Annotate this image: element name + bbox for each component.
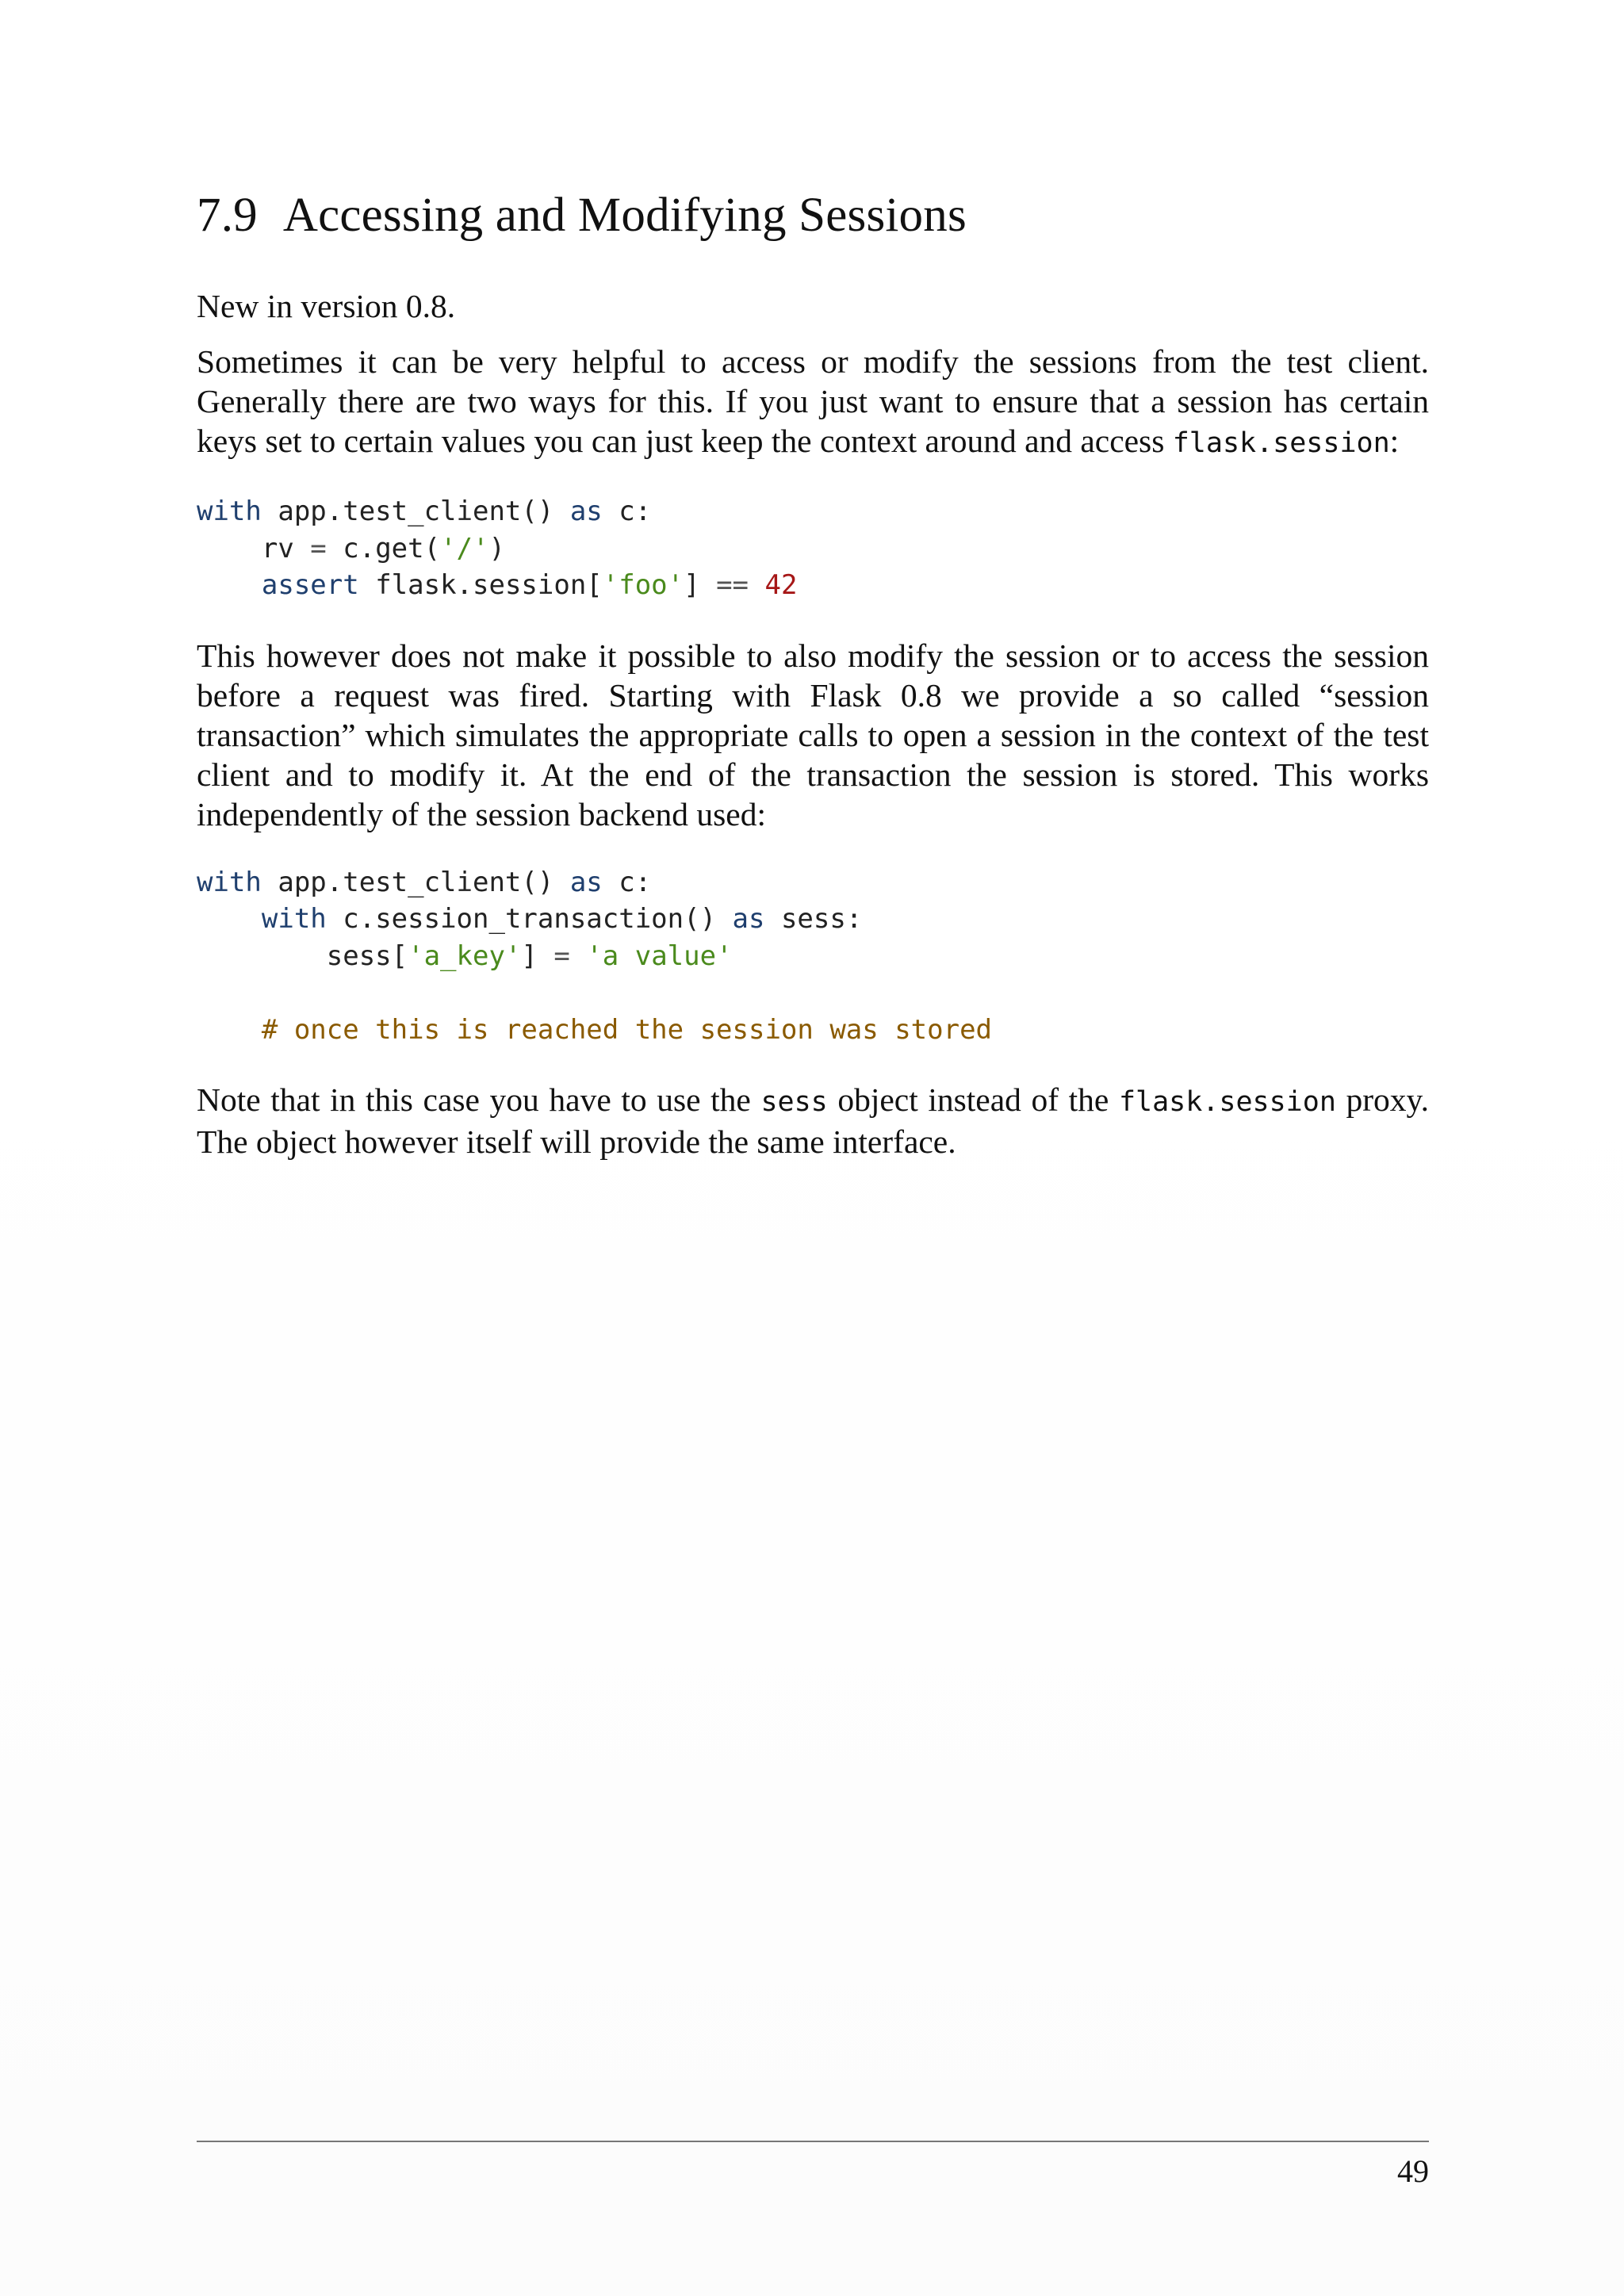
code-keyword: with <box>197 496 262 528</box>
code-text: flask.session[ <box>358 569 603 602</box>
code-text: c: <box>602 866 652 898</box>
code-string: '/' <box>440 532 489 564</box>
section-heading <box>197 189 1429 242</box>
code-string: 'a_key' <box>408 939 522 972</box>
code-space <box>570 940 586 972</box>
paragraph-note-text: object instead of the <box>827 1081 1119 1119</box>
code-operator: = <box>553 939 570 972</box>
section-number: 7.9 <box>197 189 258 242</box>
code-operator: = <box>310 532 327 564</box>
code-indent <box>197 569 262 601</box>
version-note: New in version 0.8. <box>197 288 456 325</box>
code-keyword: as <box>569 866 603 898</box>
paragraph-intro <box>197 342 1429 463</box>
code-number: 42 <box>764 569 798 602</box>
code-text: sess[ <box>197 939 408 972</box>
paragraph-note-text: Note that in this case you have to use the <box>197 1081 761 1119</box>
code-indent <box>197 1014 262 1046</box>
paragraph-note <box>197 1080 1429 1161</box>
paragraph-intro-tail: : <box>1389 423 1400 460</box>
code-text: sess: <box>764 903 863 936</box>
code-comment: # once this is reached the session was stored <box>261 1013 993 1046</box>
page-number: 49 <box>1397 2153 1429 2189</box>
code-text: ] <box>684 569 717 602</box>
code-space <box>749 569 764 601</box>
paragraph-note-text: proxy. The object however itself will provide the same interface. <box>197 1081 1429 1161</box>
code-text: app.test_client() <box>261 496 570 528</box>
paragraph-intro-text: Sometimes it can be very helpful to access or modify the sessions from the test client. Generally there are two ways for this. If you just want to ensure that a session has certain keys set to certain values you can just keep the context around and access <box>197 343 1429 460</box>
code-operator: == <box>716 569 749 602</box>
inline-code-sess: sess <box>760 1086 828 1119</box>
inline-code-flask-session: flask.session <box>1118 1086 1336 1119</box>
code-keyword: with <box>261 903 327 936</box>
footer-divider <box>197 2141 1429 2142</box>
code-keyword: with <box>197 866 262 898</box>
section-title: Accessing and Modifying Sessions <box>282 189 967 242</box>
code-block-session-transaction <box>197 864 1429 1049</box>
code-text: app.test_client() <box>261 866 570 898</box>
code-text: ) <box>488 532 505 564</box>
paragraph-session-transaction: This however does not make it possible to also modify the session or to access the session before a request was fired. Starting with Flask 0.8 we provide a so called “session transaction” which simulates the appropriate calls to open a session in the context of the test client and to modify it. At the end of the transaction the session is stored. This works independently of the session backend used: <box>197 637 1429 832</box>
code-text: c.get( <box>326 532 441 564</box>
code-text: c.session_transaction() <box>326 903 733 936</box>
code-text: c: <box>602 496 652 528</box>
code-text: rv <box>197 532 311 564</box>
inline-code-flask-session: flask.session <box>1172 427 1390 460</box>
page-content <box>197 189 1429 1182</box>
code-text: ] <box>521 939 554 972</box>
code-string: 'a value' <box>586 939 733 972</box>
code-block-session-access <box>197 493 1429 604</box>
code-keyword: assert <box>261 569 359 602</box>
code-keyword: as <box>569 496 603 528</box>
code-string: 'foo' <box>602 569 684 602</box>
code-indent <box>197 903 262 935</box>
code-keyword: as <box>732 903 765 936</box>
